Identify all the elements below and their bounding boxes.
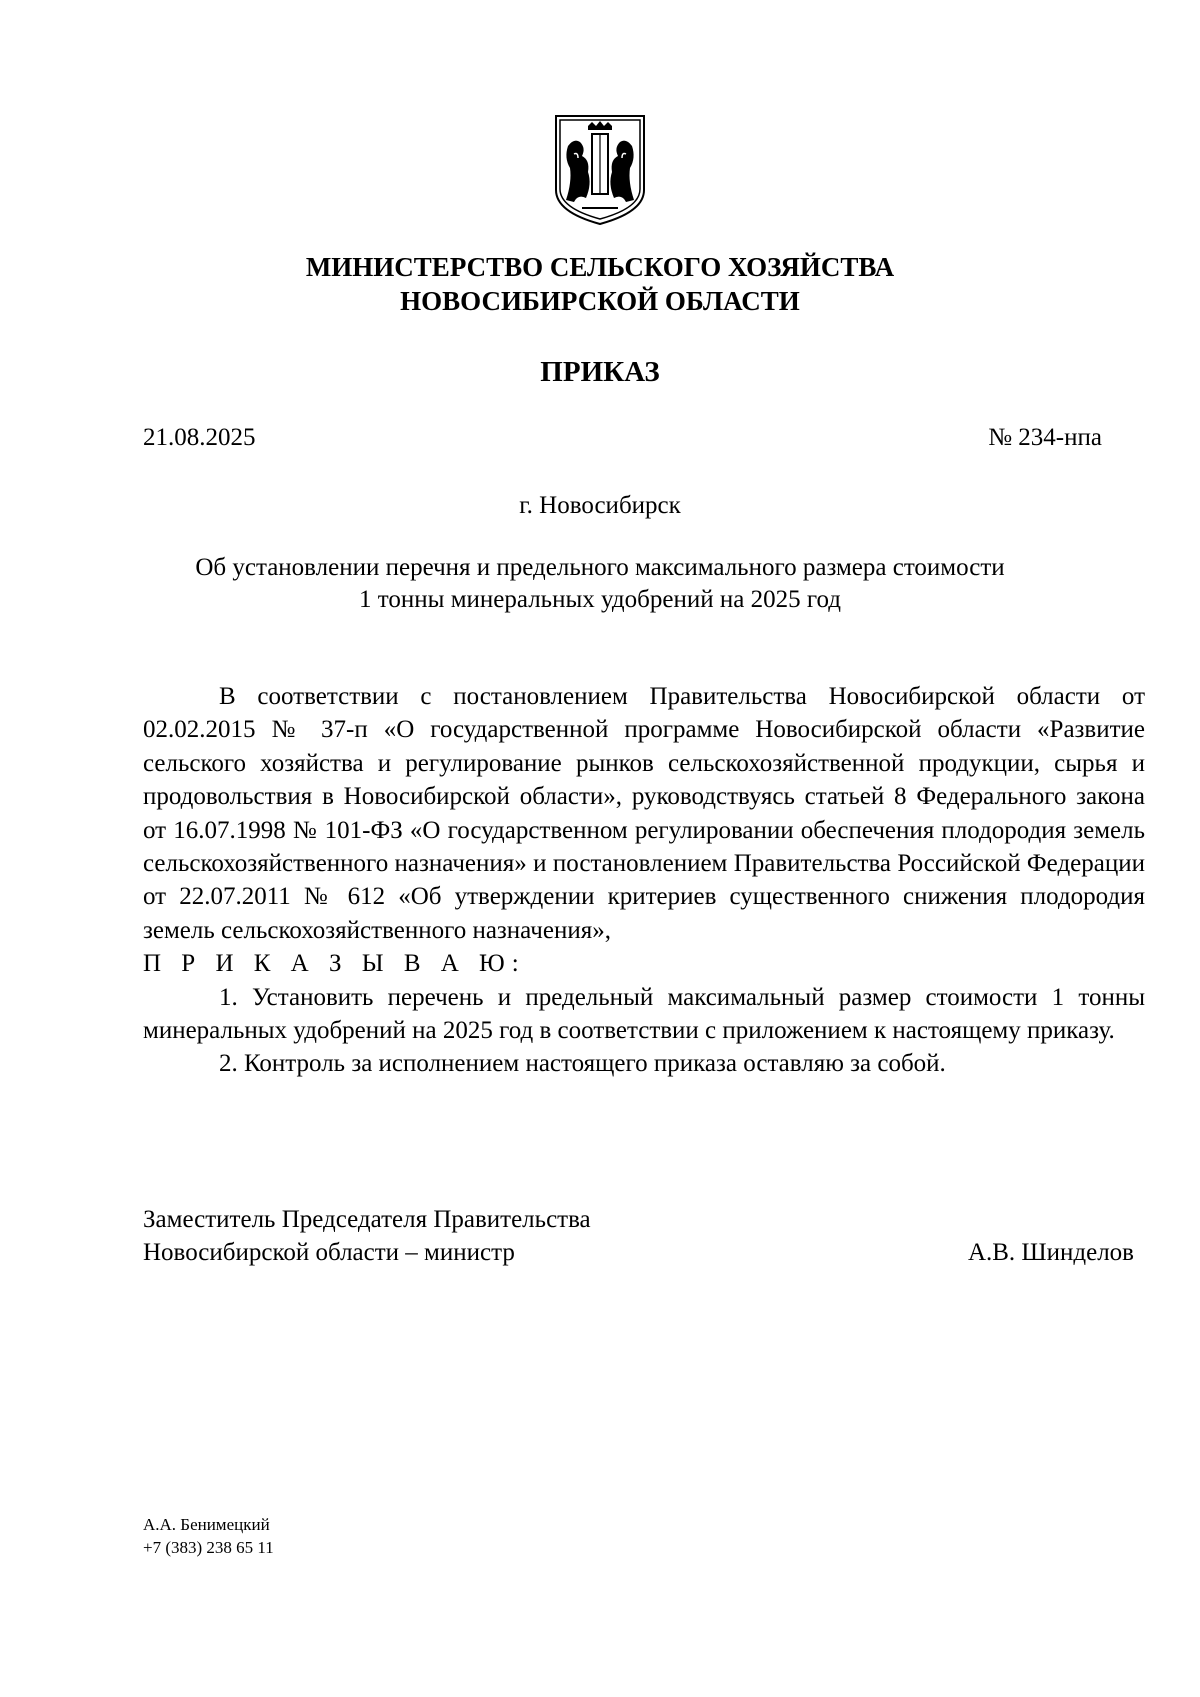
document-body: [143, 680, 1145, 1081]
document-subject: [0, 552, 1200, 616]
coat-of-arms-icon: [552, 112, 648, 228]
preamble-paragraph: В соответствии с постановлением Правительства Новосибирской области от 02.02.2015 № 37-п «О государственной программе Новосибирской области «Развитие сельского хозяйства и регулирование рынков сельскохозяйственной продукции, сырья и продовольствия в Новосибирской области», руководствуясь статьей 8 Федерального закона от 16.07.1998 № 101-ФЗ «О государственном регулировании обеспечения плодородия земель сельскохозяйственного назначения» и постановлением Правительства Российской Федерации от 22.07.2011 № 612 «Об утверждении критериев существенного снижения плодородия земель сельскохозяйственного назначения»,: [143, 683, 1145, 944]
organization-name: [0, 250, 1200, 318]
order-word: П Р И К А З Ы В А Ю:: [143, 950, 526, 978]
executor-name: А.А. Бенимецкий: [143, 1515, 270, 1534]
signer-name: А.В. Шинделов: [967, 1239, 1134, 1266]
document-number: № 234-нпа: [988, 424, 1102, 451]
org-line-1: МИНИСТЕРСТВО СЕЛЬСКОГО ХОЗЯЙСТВА: [305, 252, 895, 282]
executor-block: [143, 1513, 274, 1559]
order-item-2: 2. Контроль за исполнением настоящего приказа оставляю за собой.: [219, 1050, 946, 1078]
signer-position-line-2: Новосибирской области – министр: [143, 1239, 515, 1266]
document-type: ПРИКАЗ: [540, 356, 660, 388]
org-line-2: НОВОСИБИРСКОЙ ОБЛАСТИ: [400, 286, 800, 316]
signer-position-line-1: Заместитель Председателя Правительства: [143, 1206, 591, 1233]
subject-line-1: Об установлении перечня и предельного максимального размера стоимости: [195, 554, 1005, 581]
order-item-1: 1. Установить перечень и предельный максимальный размер стоимости 1 тонны минеральных удобрений на 2025 год в соответствии с приложением к настоящему приказу.: [143, 983, 1145, 1045]
document-date: 21.08.2025: [143, 424, 256, 451]
executor-phone: +7 (383) 238 65 11: [143, 1538, 274, 1557]
subject-line-2: 1 тонны минеральных удобрений на 2025 год: [359, 586, 841, 613]
document-city: г. Новосибирск: [519, 492, 681, 519]
signature-block: [143, 1203, 1134, 1269]
